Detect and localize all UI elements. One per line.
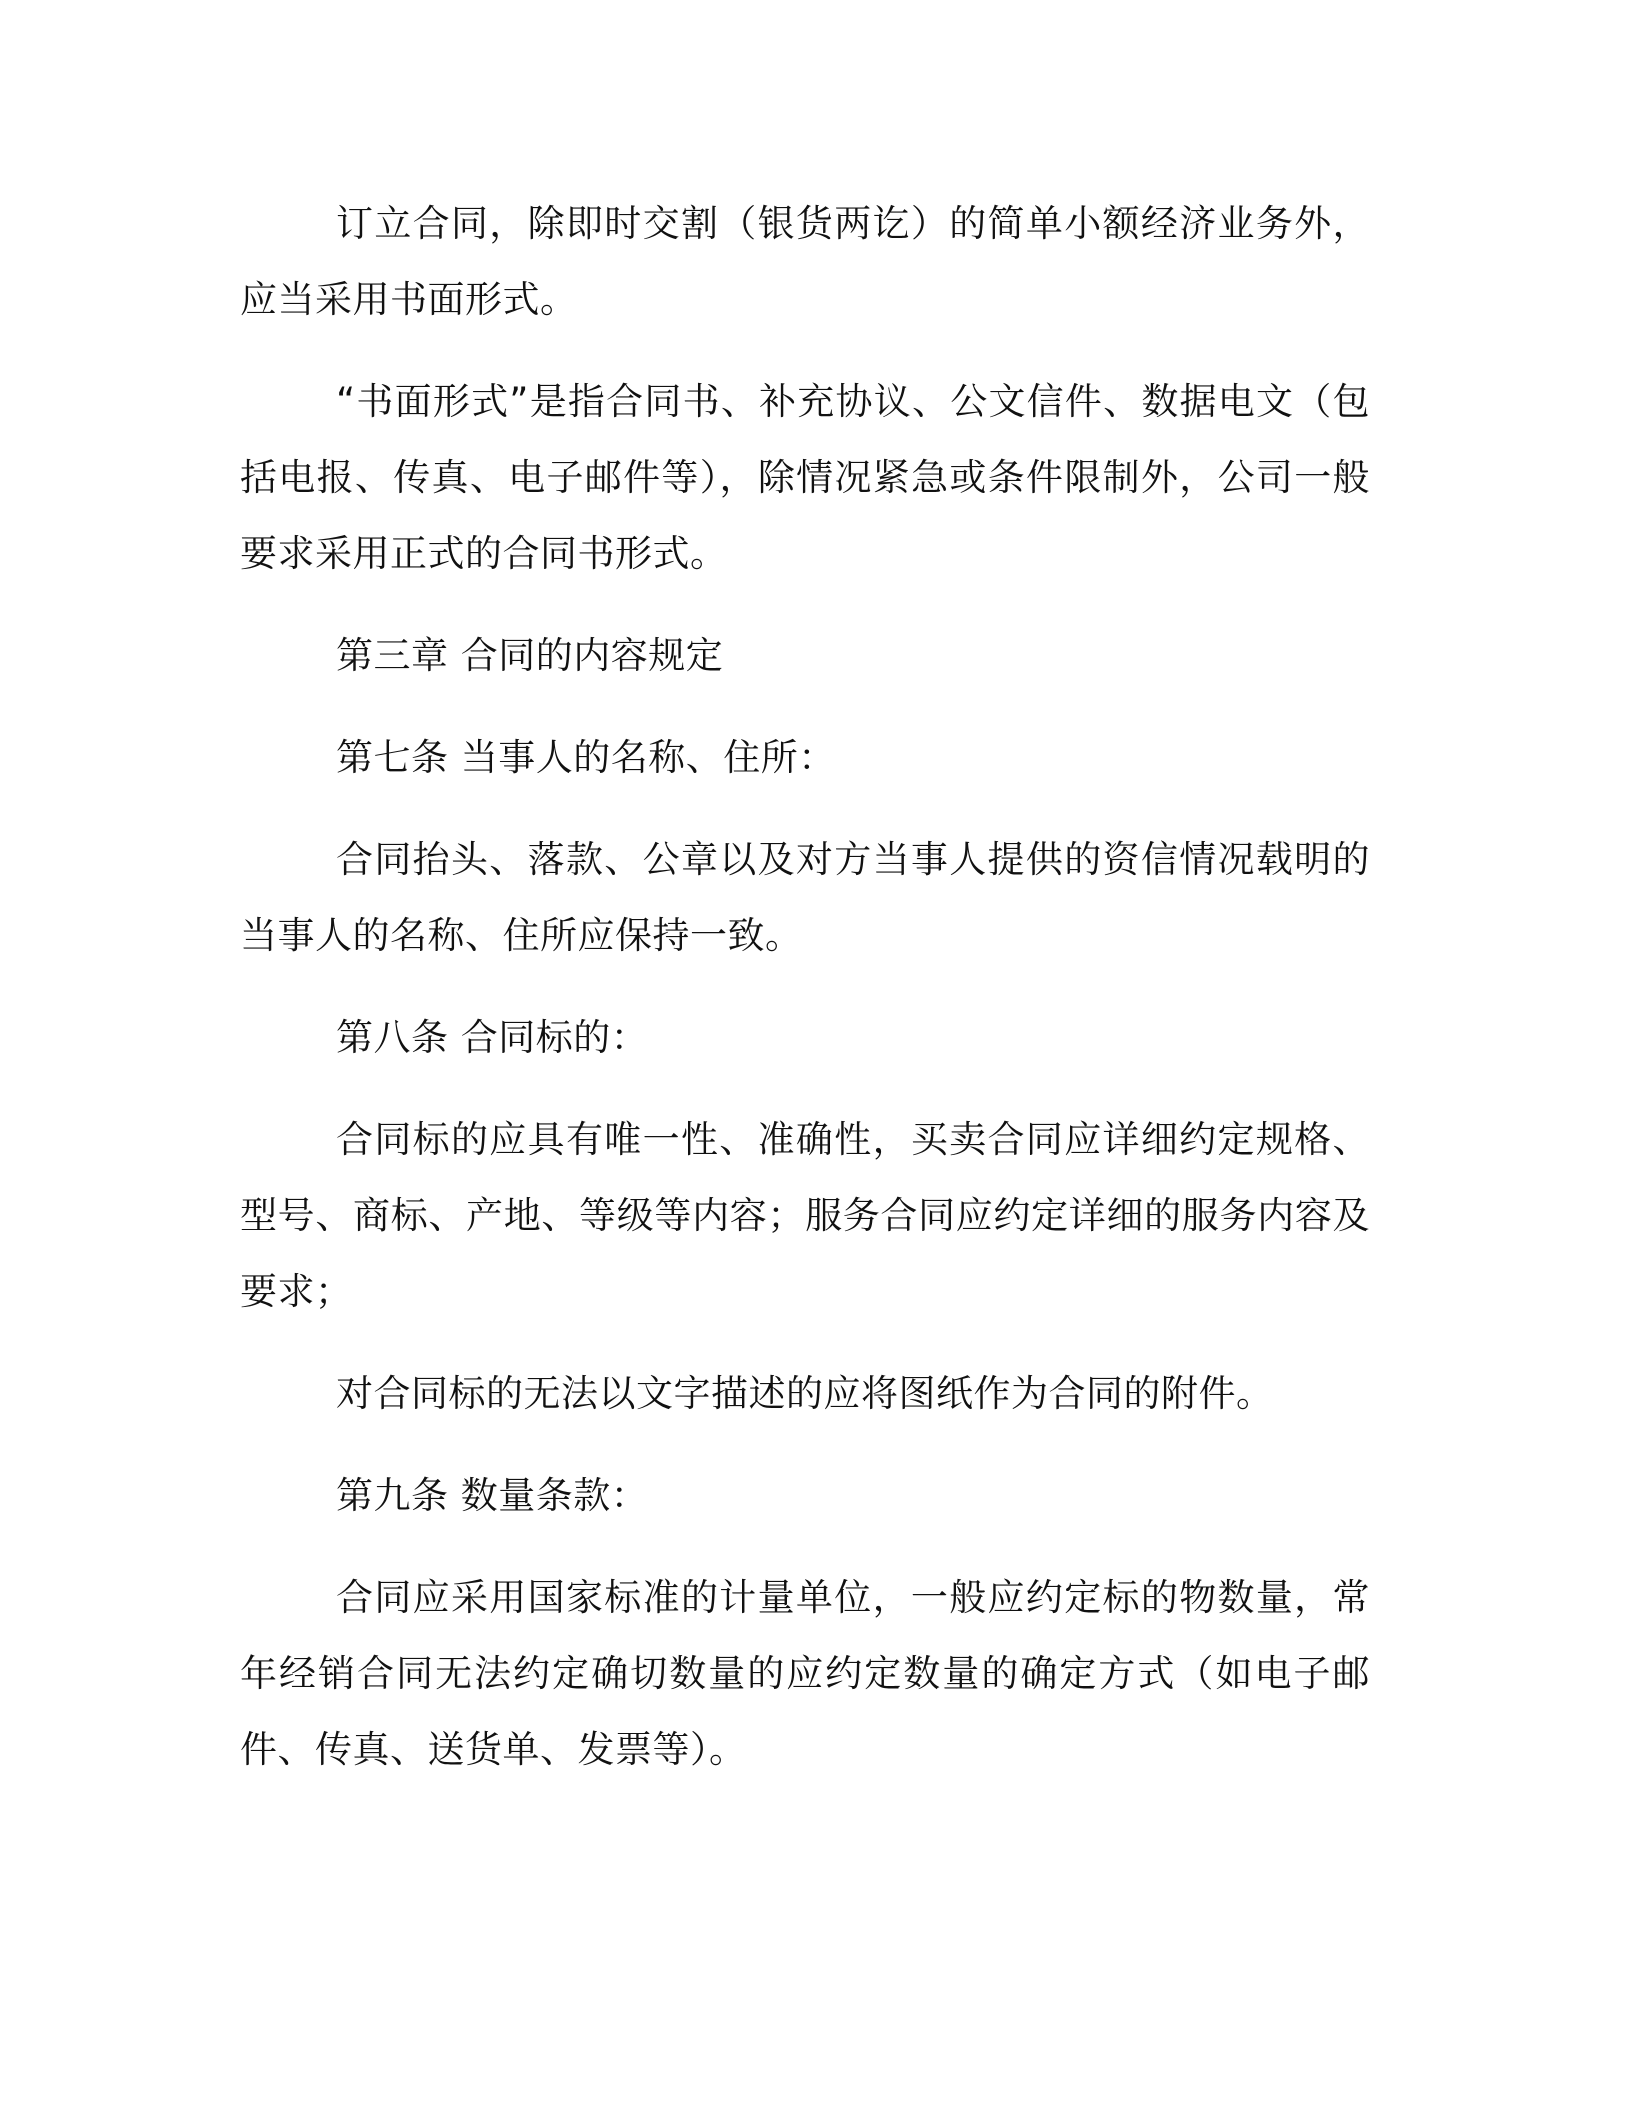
article-heading-9: 第九条 数量条款： (336, 1474, 649, 1517)
paragraph-written-form-definition: “书面形式”是指合同书、补充协议、公文信件、数据电文（包括电报、传真、电子邮件等），除情况紧急或条件限制外，公司一般要求采用正式的合同书形式。 (240, 380, 1370, 575)
paragraph-party-names: 合同抬头、落款、公章以及对方当事人提供的资信情况载明的当事人的名称、住所应保持一致。 (240, 838, 1370, 957)
article-heading-7: 第七条 当事人的名称、住所： (336, 736, 836, 779)
paragraph-written-form: 订立合同，除即时交割（银货两讫）的简单小额经济业务外，应当采用书面形式。 (240, 202, 1370, 321)
article-heading-8: 第八条 合同标的： (336, 1016, 649, 1059)
paragraph-quantity-terms: 合同应采用国家标准的计量单位，一般应约定标的物数量，常年经销合同无法约定确切数量的应约定数量的确定方式（如电子邮件、传真、送货单、发票等）。 (240, 1576, 1370, 1771)
paragraph-drawings-attachment: 对合同标的无法以文字描述的应将图纸作为合同的附件。 (336, 1372, 1274, 1415)
paragraph-contract-subject: 合同标的应具有唯一性、准确性，买卖合同应详细约定规格、型号、商标、产地、等级等内容；服务合同应约定详细的服务内容及要求； (240, 1118, 1370, 1313)
chapter-heading-3: 第三章 合同的内容规定 (336, 634, 724, 677)
document-body (240, 186, 1370, 1814)
